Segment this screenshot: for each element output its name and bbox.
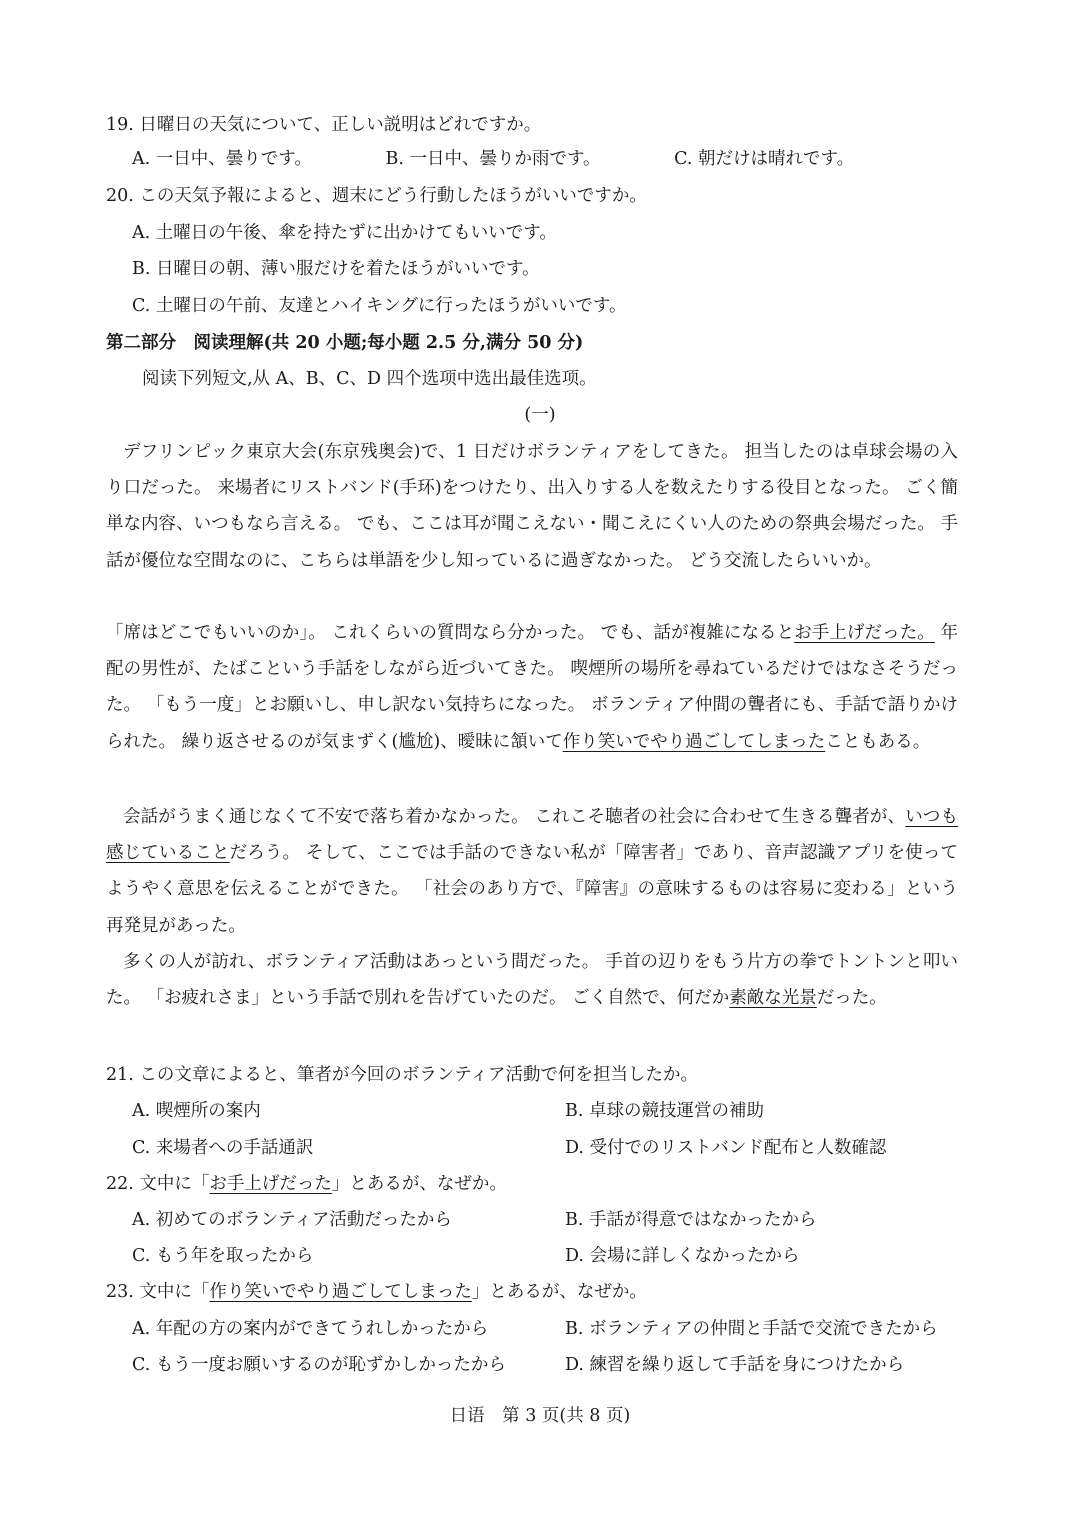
- q19-option-b: B. 一日中、曇りか雨です。: [385, 149, 601, 169]
- q23-stem-post: 」とあるが、なぜか。: [471, 1282, 647, 1302]
- q20-option-a: A. 土曜日の午後、傘を持たずに出かけてもいいです。: [132, 223, 557, 243]
- q22-option-b: B. 手話が得意ではなかったから: [565, 1210, 817, 1230]
- q23-stem-pre: 23. 文中に「: [106, 1282, 210, 1302]
- q22-option-a: A. 初めてのボランティア活動だったから: [132, 1210, 452, 1230]
- q22-stem-pre: 22. 文中に「: [106, 1174, 210, 1194]
- page-footer: 日语 第 3 页(共 8 页): [449, 1406, 631, 1426]
- q20-option-b: B. 日曜日の朝、薄い服だけを着たほうがいいです。: [132, 259, 540, 279]
- passage-paragraph-3: [106, 799, 958, 944]
- p4-text-a: 多くの人が訪れ、ボランティア活動はあっという間だった。 手首の辺りをもう片方の拳でトントンと叩いた。 「お疲れさま」という手話で別れを告げていたのだ。 ごく自然で、何だか: [106, 952, 958, 1009]
- question-19-options: [132, 147, 854, 171]
- q23-option-c: C. もう一度お願いするのが恥ずかしかったから: [132, 1355, 506, 1375]
- q23-stem-underline: 作り笑いでやり過ごしてしまった: [209, 1282, 472, 1302]
- q20-option-c: C. 土曜日の午前、友達とハイキングに行ったほうがいいです。: [132, 296, 627, 316]
- q19-option-a: A. 一日中、曇りです。: [132, 149, 312, 169]
- p4-underline-1: 素敵な光景: [729, 988, 817, 1009]
- passage-paragraph-2: [106, 615, 958, 760]
- p4-text-b: だった。: [816, 988, 887, 1009]
- question-22-stem: [106, 1172, 507, 1196]
- p2-underline-2: 作り笑いでやり過ごしてしまった: [562, 731, 826, 752]
- q22-option-c: C. もう年を取ったから: [132, 1246, 314, 1266]
- q21-option-a: A. 喫煙所の案内: [132, 1101, 261, 1121]
- q22-option-d: D. 会場に詳しくなかったから: [565, 1246, 800, 1266]
- question-20-stem: 20. この天気予報によると、週末にどう行動したほうがいいですか。: [106, 186, 647, 206]
- passage-paragraph-4: [106, 944, 958, 1016]
- p3-underline-1: いつも感じていること: [106, 807, 958, 864]
- passage-number: (一): [524, 405, 556, 425]
- question-21-stem: 21. この文章によると、筆者が今回のボランティア活動で何を担当したか。: [106, 1065, 698, 1085]
- passage-paragraph-1: デフリンピック東京大会(东京残奥会)で、1 日だけボランティアをしてきた。 担当したのは卓球会場の入り口だった。 来場者にリストバンド(手环)をつけたり、出入りする人を数えたりする役目となった。 ごく簡単な内容、いつもなら言える。 でも、ここは耳が聞こえない・聞こえにくい人のための祭典会場だった。 手話が優位な空間なのに、こちらは単語を少し知っているに過ぎなかった。 どう交流したらいいか。: [106, 442, 958, 571]
- q21-option-d: D. 受付でのリストバンド配布と人数確認: [565, 1138, 887, 1158]
- p2-underline-1: お手上げだった。: [794, 623, 935, 643]
- q22-stem-underline: お手上げだった: [209, 1174, 332, 1194]
- q23-option-a: A. 年配の方の案内ができてうれしかったから: [132, 1319, 489, 1339]
- p2-text-c: こともある。: [825, 731, 931, 752]
- p2-text-b: 年配の男性が、たばこという手話をしながら近づいてきた。 喫煙所の場所を尋ねているだけではなさそうだった。 「もう一度」とお願いし、申し訳ない気持ちになった。 ボランティア仲間の聾者にも、手話で語りかけられた。 繰り返させるのが気まずく(尴尬)、曖昧に頷いて: [106, 623, 959, 752]
- p2-text-a: 「席はどこでもいいのか」。 これくらいの質問なら分かった。 でも、話が複雑になると: [106, 623, 795, 643]
- q21-option-c: C. 来場者への手話通訳: [132, 1138, 314, 1158]
- p3-text-b: だろう。 そして、ここでは手話のできない私が「障害者」であり、音声認識アプリを使ってようやく意思を伝えることができた。 「社会のあり方で、『障害』の意味するものは容易に変わる」という再発見があった。: [106, 843, 958, 936]
- p3-text-a: 会話がうまく通じなくて不安で落ち着かなかった。 これこそ聴者の社会に合わせて生きる聾者が、: [123, 807, 906, 827]
- q19-option-c: C. 朝だけは晴れです。: [674, 149, 855, 169]
- q22-stem-post: 」とあるが、なぜか。: [331, 1174, 507, 1194]
- q23-option-b: B. ボランティアの仲間と手話で交流できたから: [565, 1319, 938, 1339]
- question-23-stem: [106, 1280, 647, 1304]
- section-heading: 第二部分 阅读理解(共 20 小题;每小题 2.5 分,满分 50 分): [106, 333, 584, 353]
- q21-option-b: B. 卓球の競技運営の補助: [565, 1101, 764, 1121]
- question-19-stem: 19. 日曜日の天気について、正しい説明はどれですか。: [106, 115, 542, 135]
- section-instruction: 阅读下列短文,从 A、B、C、D 四个选项中选出最佳选项。: [142, 369, 597, 389]
- q23-option-d: D. 練習を繰り返して手話を身につけたから: [565, 1355, 905, 1375]
